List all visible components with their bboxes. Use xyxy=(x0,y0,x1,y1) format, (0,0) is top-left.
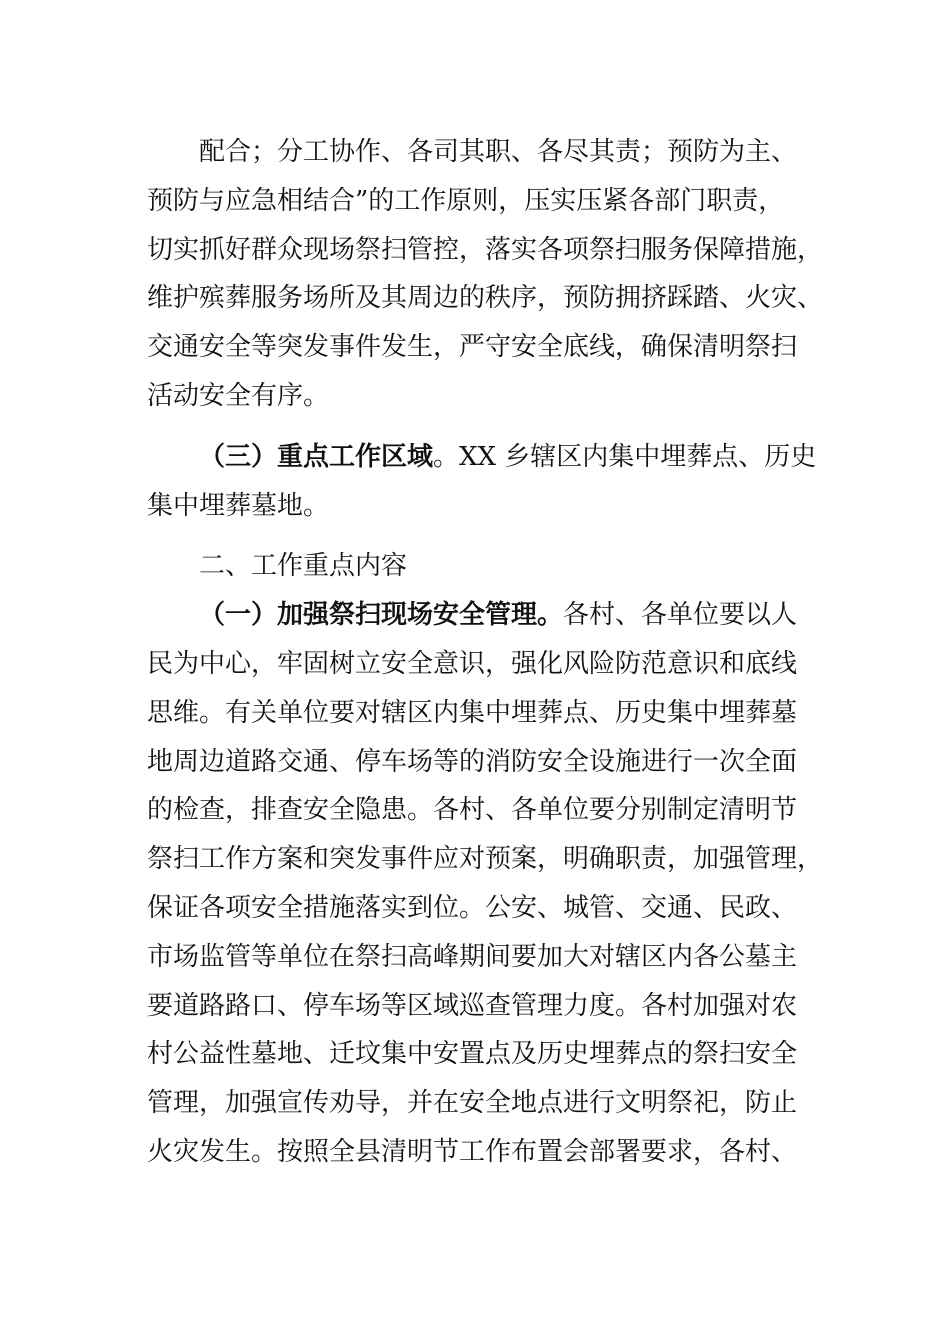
text-line: 的检查，排查安全隐患。各村、各单位要分别制定清明节 xyxy=(147,795,798,826)
text-line: 祭扫工作方案和突发事件应对预案，明确职责，加强管理， xyxy=(147,844,824,875)
text-line xyxy=(147,433,817,482)
subheading-site-safety: （一）加强祭扫现场安全管理。 xyxy=(199,600,564,631)
text-line: 村公益性墓地、迁坟集中安置点及历史埋葬点的祭扫安全 xyxy=(147,1039,798,1070)
text-line: 预防与应急相结合”的工作原则，压实压紧各部门职责， xyxy=(147,185,785,216)
text-line: 切实抓好群众现场祭扫管控，落实各项祭扫服务保障措施， xyxy=(147,234,824,265)
text-line: 配合；分工协作、各司其职、各尽其责；预防为主、 xyxy=(199,137,798,167)
text-line: 市场监管等单位在祭扫高峰期间要加大对辖区内各公墓主 xyxy=(147,941,798,972)
paragraph-gap xyxy=(147,421,807,433)
text-run: 。XX 乡辖区内集中埋葬点、历史 xyxy=(433,441,817,472)
text-line: 地周边道路交通、停车场等的消防安全设施进行一次全面 xyxy=(147,746,798,777)
document-body xyxy=(147,128,824,1177)
text-line: 活动安全有序。 xyxy=(147,380,330,411)
section-title xyxy=(147,542,807,591)
text-line: 火灾发生。按照全县清明节工作布置会部署要求，各村、 xyxy=(147,1136,798,1167)
text-run: 各村、各单位要以人 xyxy=(563,600,798,631)
text-line xyxy=(147,591,807,640)
paragraph-key-areas xyxy=(147,433,817,531)
text-line: 管理，加强宣传劝导，并在安全地点进行文明祭祀，防止 xyxy=(147,1088,798,1119)
paragraph-work-principles xyxy=(147,128,824,421)
text-line: 交通安全等突发事件发生，严守安全底线，确保清明祭扫 xyxy=(147,332,798,363)
subheading-key-areas: （三）重点工作区域 xyxy=(199,441,434,472)
text-line: 维护殡葬服务场所及其周边的秩序，预防拥挤踩踏、火灾、 xyxy=(147,283,824,314)
text-line: 民为中心，牢固树立安全意识，强化风险防范意识和底线 xyxy=(147,648,798,679)
text-line: 集中埋葬墓地。 xyxy=(147,490,330,521)
section-heading: 二、工作重点内容 xyxy=(199,551,408,582)
paragraph-gap xyxy=(147,530,807,542)
text-line: 保证各项安全措施落实到位。公安、城管、交通、民政、 xyxy=(147,892,798,923)
text-line: 思维。有关单位要对辖区内集中埋葬点、历史集中埋葬墓 xyxy=(147,697,798,728)
text-line: 要道路路口、停车场等区域巡查管理力度。各村加强对农 xyxy=(147,990,798,1021)
paragraph-site-safety xyxy=(147,591,824,1177)
